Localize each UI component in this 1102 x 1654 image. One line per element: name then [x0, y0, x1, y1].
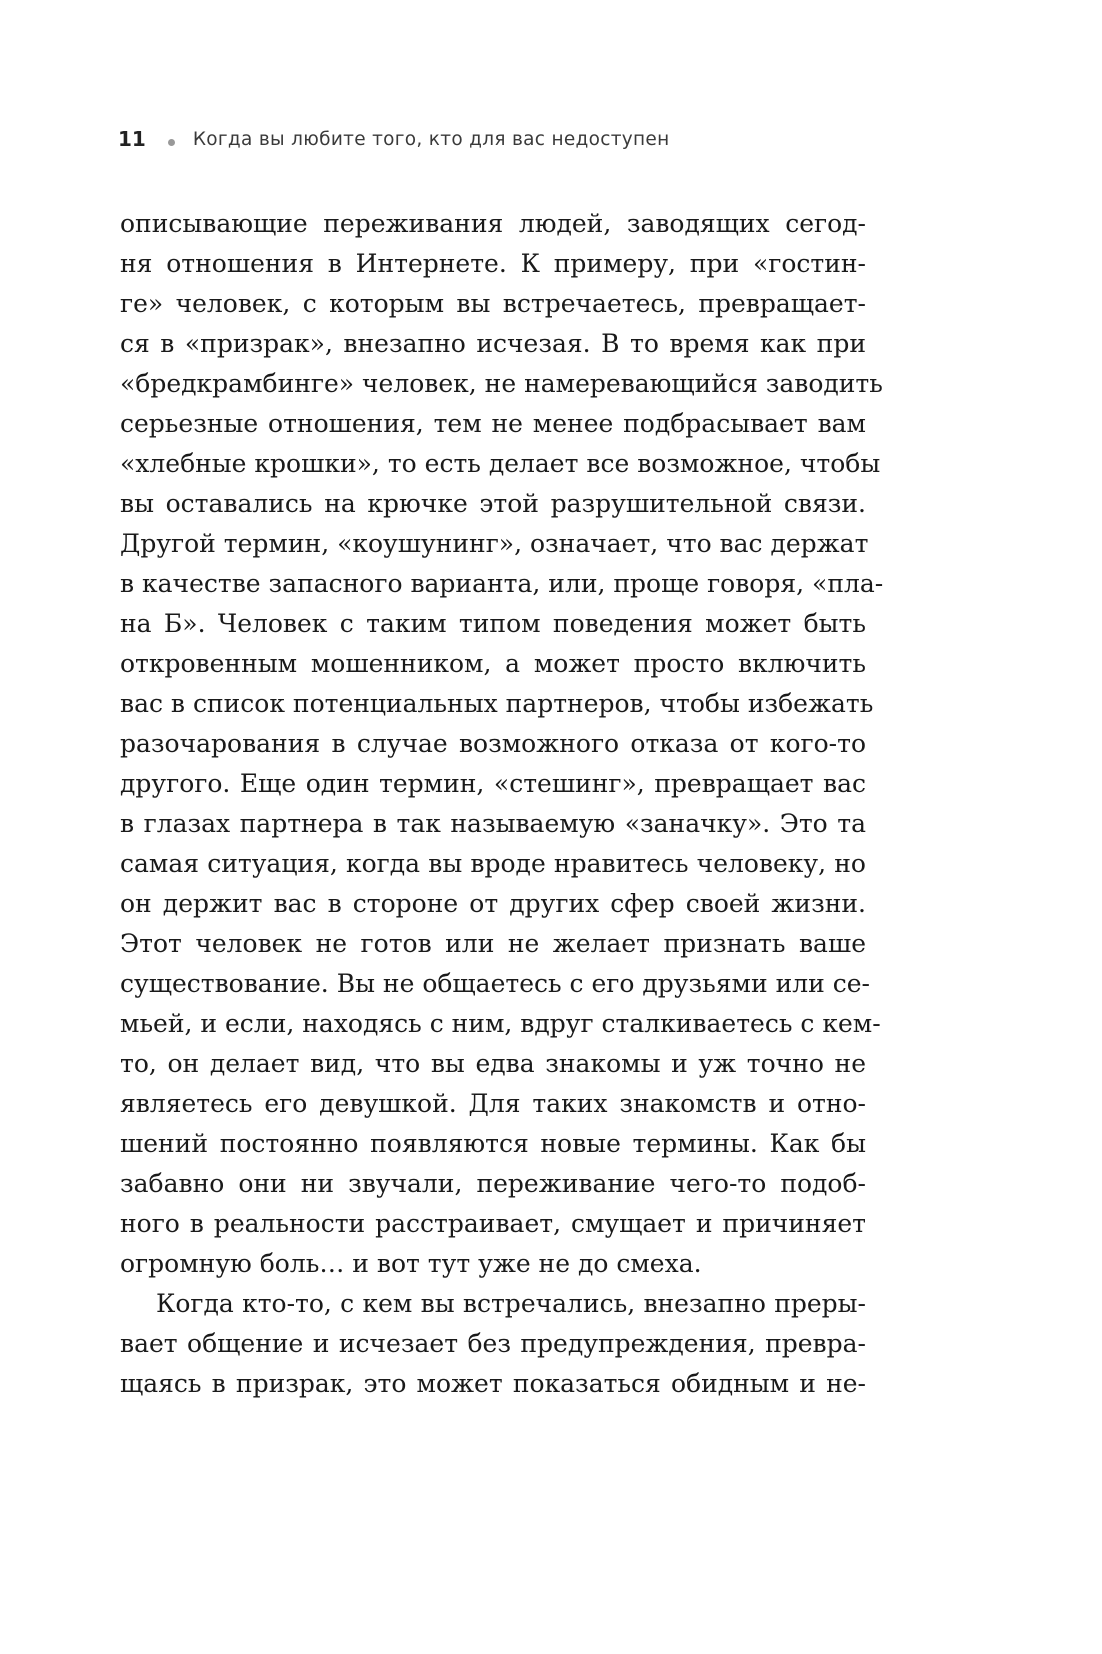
text-line: «хлебные крошки», то есть делает все возможное, чтобы — [120, 449, 881, 478]
text-line: ге» человек, с которым вы встречаетесь, превращает- — [120, 289, 866, 318]
text-line: вас в список потенциальных партнеров, чтобы избежать — [120, 689, 874, 718]
text-line: «бредкрамбинге» человек, не намеревающийся заводить — [120, 369, 883, 398]
text-line: вает общение и исчезает без предупреждения, превра- — [120, 1329, 866, 1358]
page-number: 11 — [118, 127, 146, 151]
text-line: серьезные отношения, тем не менее подбрасывает вам — [120, 409, 866, 438]
text-line: вы оставались на крючке этой разрушительной связи. — [120, 489, 866, 518]
running-title: Когда вы любите того, кто для вас недоступен — [192, 128, 670, 150]
text-line: существование. Вы не общаетесь с его друзьями или се- — [120, 969, 870, 998]
text-line: он держит вас в стороне от других сфер своей жизни. — [120, 889, 866, 918]
text-line: на Б». Человек с таким типом поведения может быть — [120, 609, 866, 638]
text-line: ного в реальности расстраивает, смущает и причиняет — [120, 1209, 866, 1238]
text-line: ся в «призрак», внезапно исчезая. В то время как при — [120, 329, 866, 358]
text-line: Когда кто-то, с кем вы встречались, внезапно преры- — [156, 1289, 866, 1318]
text-line: ня отношения в Интернете. К примеру, при «гостин- — [120, 249, 866, 278]
bullet-separator — [168, 139, 175, 146]
text-line: щаясь в призрак, это может показаться обидным и не- — [120, 1369, 866, 1398]
text-line: описывающие переживания людей, заводящих сегод- — [120, 209, 866, 238]
text-line: мьей, и если, находясь с ним, вдруг сталкиваетесь с кем- — [120, 1009, 881, 1038]
text-line: огромную боль… и вот тут уже не до смеха. — [120, 1249, 702, 1278]
running-header — [118, 124, 670, 154]
body-text — [120, 204, 884, 1404]
text-line: в глазах партнера в так называемую «заначку». Это та — [120, 809, 866, 838]
text-line: откровенным мошенником, а может просто включить — [120, 649, 866, 678]
text-line: разочарования в случае возможного отказа от кого-то — [120, 729, 866, 758]
text-line: Этот человек не готов или не желает признать ваше — [120, 929, 866, 958]
text-line: то, он делает вид, что вы едва знакомы и уж точно не — [120, 1049, 866, 1078]
text-line: забавно они ни звучали, переживание чего-то подоб- — [120, 1169, 866, 1198]
text-line: другого. Еще один термин, «стешинг», превращает вас — [120, 769, 866, 798]
text-line: Другой термин, «коушунинг», означает, что вас держат — [120, 529, 869, 558]
text-line: в качестве запасного варианта, или, проще говоря, «пла- — [120, 569, 884, 598]
text-line: самая ситуация, когда вы вроде нравитесь человеку, но — [120, 849, 866, 878]
text-line: шений постоянно появляются новые термины. Как бы — [120, 1129, 866, 1158]
text-line: являетесь его девушкой. Для таких знакомств и отно- — [120, 1089, 866, 1118]
